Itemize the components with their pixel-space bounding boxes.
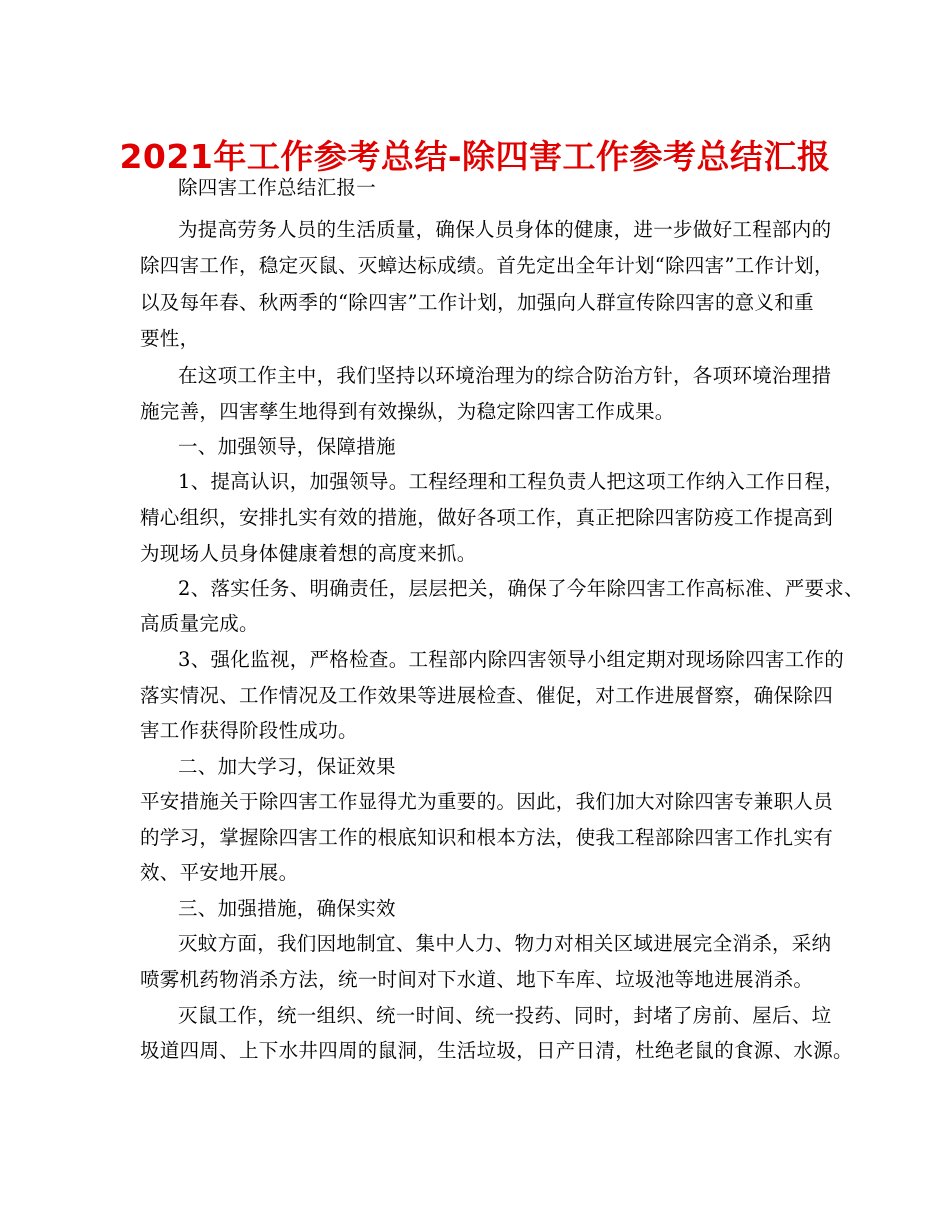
text-line: 要性， [140, 327, 200, 350]
text-line: 效、平安地开展。 [140, 861, 299, 884]
text-line: 平安措施关于除四害工作显得尤为重要的。因此，我们加大对除四害专兼职人员 [140, 790, 834, 813]
text-line: 为现场人员身体健康着想的高度来抓。 [140, 542, 477, 565]
text-line: 灭蚊方面，我们因地制宜、集中人力、物力对相关区域进展完全消杀，采纳 [178, 932, 832, 955]
text-line: 灭鼠工作，统一组织、统一时间、统一投药、同时，封堵了房前、屋后、垃 [178, 1004, 832, 1027]
section-heading: 二、加大学习，保证效果 [178, 755, 396, 778]
text-line: 高质量完成。 [140, 612, 259, 635]
text-line: 在这项工作主中，我们坚持以环境治理为的综合防治方针，各项环境治理措 [178, 364, 832, 387]
text-line: 除四害工作总结汇报一 [178, 176, 377, 199]
section-heading: 一、加强领导，保障措施 [178, 435, 396, 458]
text-line: 施完善，四害孳生地得到有效操纵，为稳定除四害工作成果。 [140, 400, 675, 423]
text-line: 3、强化监视，严格检查。工程部内除四害领导小组定期对现场除四害工作的 [178, 648, 845, 671]
text-line: 的学习，掌握除四害工作的根底知识和根本方法，使我工程部除四害工作扎实有 [140, 826, 834, 849]
text-line: 害工作获得阶段性成功。 [140, 719, 358, 742]
document-title: 2021年工作参考总结-除四害工作参考总结汇报 [119, 137, 831, 176]
text-line: 落实情况、工作情况及工作效果等进展检查、催促，对工作进展督察，确保除四 [140, 684, 834, 707]
text-line: 以及每年春、秋两季的“除四害”工作计划，加强向人群宣传除四害的意义和重 [140, 291, 814, 314]
text-line: 喷雾机药物消杀方法，统一时间对下水道、地下车库、垃圾池等地进展消杀。 [140, 968, 814, 991]
text-line: 除四害工作，稳定灭鼠、灭蟑达标成绩。首先定出全年计划“除四害”工作计划， [140, 254, 834, 277]
text-line: 精心组织，安排扎实有效的措施，做好各项工作，真正把除四害防疫工作提高到 [140, 506, 834, 529]
text-line: 为提高劳务人员的生活质量，确保人员身体的健康，进一步做好工程部内的 [178, 218, 832, 241]
text-line: 1、提高认识，加强领导。工程经理和工程负责人把这项工作纳入工作日程， [178, 470, 845, 493]
section-heading: 三、加强措施，确保实效 [178, 897, 396, 920]
text-line: 圾道四周、上下水井四周的鼠洞，生活垃圾，日产日清，杜绝老鼠的食源、水源。 [140, 1039, 853, 1062]
text-line: 2、落实任务、明确责任，层层把关，确保了今年除四害工作高标准、严要求、 [178, 577, 864, 600]
